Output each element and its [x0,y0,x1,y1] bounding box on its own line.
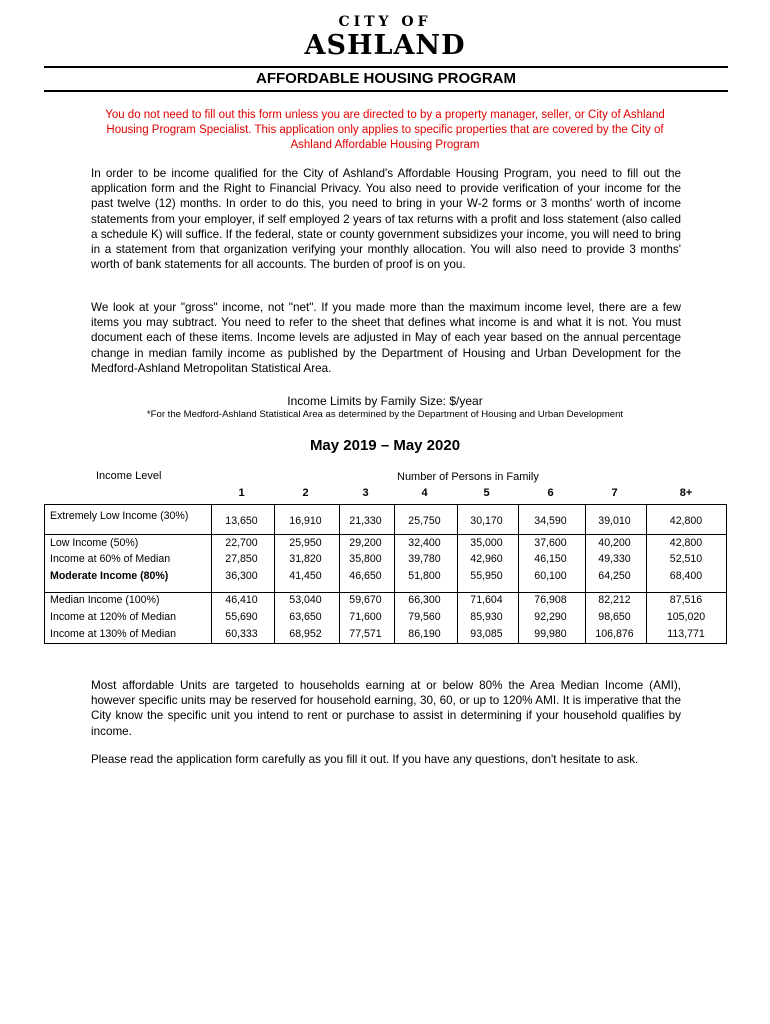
table-cell: 39,010 [598,515,631,527]
table-cell: 13,650 [225,515,258,527]
table-cell: 52,510 [669,553,703,565]
column-headers [0,487,770,501]
table-cell: 21,330 [349,515,382,527]
table-cell: 87,516 [669,594,703,606]
table-cell: 63,650 [289,611,322,623]
table-cell: 27,850 [225,553,258,565]
income-limits-heading: Income Limits by Family Size: $/year [287,394,483,408]
table-cell: 42,800 [669,537,703,549]
row-label: Low Income (50%) [50,537,139,549]
table-cell: 55,690 [225,611,258,623]
table-cell: 31,820 [289,553,322,565]
table-cell: 53,040 [289,594,322,606]
table-cell: 105,020 [666,611,706,623]
column-header: 3 [362,487,369,499]
table-cell: 42,800 [669,515,703,527]
table-cell: 29,200 [349,537,382,549]
table-cell: 55,950 [470,570,503,582]
table-cell: 82,212 [598,594,631,606]
table-cell: 46,650 [349,570,382,582]
row-label: Moderate Income (80%) [50,570,169,582]
column-header: 4 [421,487,428,499]
table-cell: 60,100 [534,570,567,582]
table-cell: 106,876 [595,628,634,640]
table-cell: 68,400 [669,570,703,582]
table-cell: 22,700 [225,537,258,549]
table-cell: 30,170 [470,515,503,527]
column-header: 5 [483,487,490,499]
table-cell: 98,650 [598,611,631,623]
table-cell: 16,910 [289,515,322,527]
column-header: 1 [238,487,245,499]
table-cell: 46,410 [225,594,258,606]
logo-ashland: ASHLAND [304,30,466,61]
table-cell: 76,908 [534,594,567,606]
table-cell: 59,670 [349,594,382,606]
page-title: AFFORDABLE HOUSING PROGRAM [44,66,728,92]
persons-label: Number of Persons in Family [397,471,539,483]
column-header: 7 [611,487,618,499]
table-cell: 85,930 [470,611,503,623]
table-cell: 40,200 [598,537,631,549]
table-cell: 68,952 [289,628,322,640]
logo-city-of: CITY OF [338,14,432,30]
table-cell: 35,000 [470,537,503,549]
table-cell: 86,190 [408,628,441,640]
table-cell: 41,450 [289,570,322,582]
table-cell: 92,290 [534,611,567,623]
closing-paragraph: Please read the application form carefully as you fill it out. If you have any questions, don't hesitate to ask. [91,753,639,766]
notice-text: You do not need to fill out this form unless you are directed to by a property manager, seller, or City of Ashland Housing Program Specialist. This application only applies to specific properties that are covered by the City of Ashland Affordable Housing Program [105,109,665,151]
table-cell: 36,300 [225,570,258,582]
row-divider [45,592,726,593]
income-period: May 2019 – May 2020 [309,437,461,454]
table-cell: 25,750 [408,515,441,527]
row-label: Median Income (100%) [50,594,160,606]
table-cell: 25,950 [289,537,322,549]
column-header: 6 [547,487,554,499]
table-cell: 93,085 [470,628,503,640]
table-cell: 37,600 [534,537,567,549]
table-cell: 39,780 [408,553,441,565]
column-header: 8+ [679,487,693,499]
income-level-label: Income Level [96,470,162,482]
row-label: Income at 60% of Median [50,553,171,565]
intro-paragraph: In order to be income qualified for the City of Ashland's Affordable Housing Program, you need to fill out the application form and the Right to Financial Privacy. You also need to provide verification of your income for the past twelve (12) months. In order to do this, you need to bring in your W-2 forms or 3 months' worth of income statements from your employer, if self employed 2 years of tax returns with a profit and loss statement (also called a schedule K) will suffice. If the federal, state or county government subsidizes your income, you will need to bring in a statement from that organization verifying your monthly allocation. You will also need to provide 3 months' worth of bank statements for all accounts. The burden of proof is on you. [91,167,681,272]
table-cell: 32,400 [408,537,441,549]
table-cell: 66,300 [408,594,441,606]
table-cell: 113,771 [667,628,705,640]
table-cell: 71,604 [470,594,503,606]
table-cell: 64,250 [598,570,631,582]
table-cell: 71,600 [349,611,382,623]
table-cell: 99,980 [534,628,567,640]
affordable-units-paragraph: Most affordable Units are targeted to households earning at or below 80% the Area Median Income (AMI), however specific units may be reserved for household earning, 30, 60, or up to 120% AMI. It is imperative that the City know the specific unit you intend to rent or purchase to assist in determining if your household qualifies by income. [91,679,681,738]
row-divider [45,534,726,535]
table-cell: 35,800 [349,553,382,565]
table-cell: 60,333 [225,628,258,640]
table-cell: 34,590 [534,515,567,527]
income-limits-note: *For the Medford-Ashland Statistical Area as determined by the Department of Housing and Urban Development [146,409,624,420]
city-logo [0,14,770,61]
row-label: Income at 130% of Median [50,628,177,640]
table-cell: 77,571 [349,628,382,640]
table-cell: 49,330 [598,553,631,565]
row-label: Income at 120% of Median [50,611,177,623]
table-cell: 79,560 [408,611,441,623]
column-header: 2 [302,487,309,499]
table-cell: 51,800 [408,570,441,582]
row-label: Extremely Low Income (30%) [50,510,189,522]
table-cell: 42,960 [470,553,503,565]
table-cell: 46,150 [534,553,567,565]
gross-income-paragraph: We look at your "gross" income, not "net". If you made more than the maximum income level, there are a few items you may subtract. You need to refer to the sheet that defines what income is and what it is not. You must document each of these items. Income levels are adjusted in May of each year based on the annual percentage change in median family income as published by the Department of Housing and Urban Development for the Medford-Ashland Metropolitan Statistical Area. [91,301,681,375]
